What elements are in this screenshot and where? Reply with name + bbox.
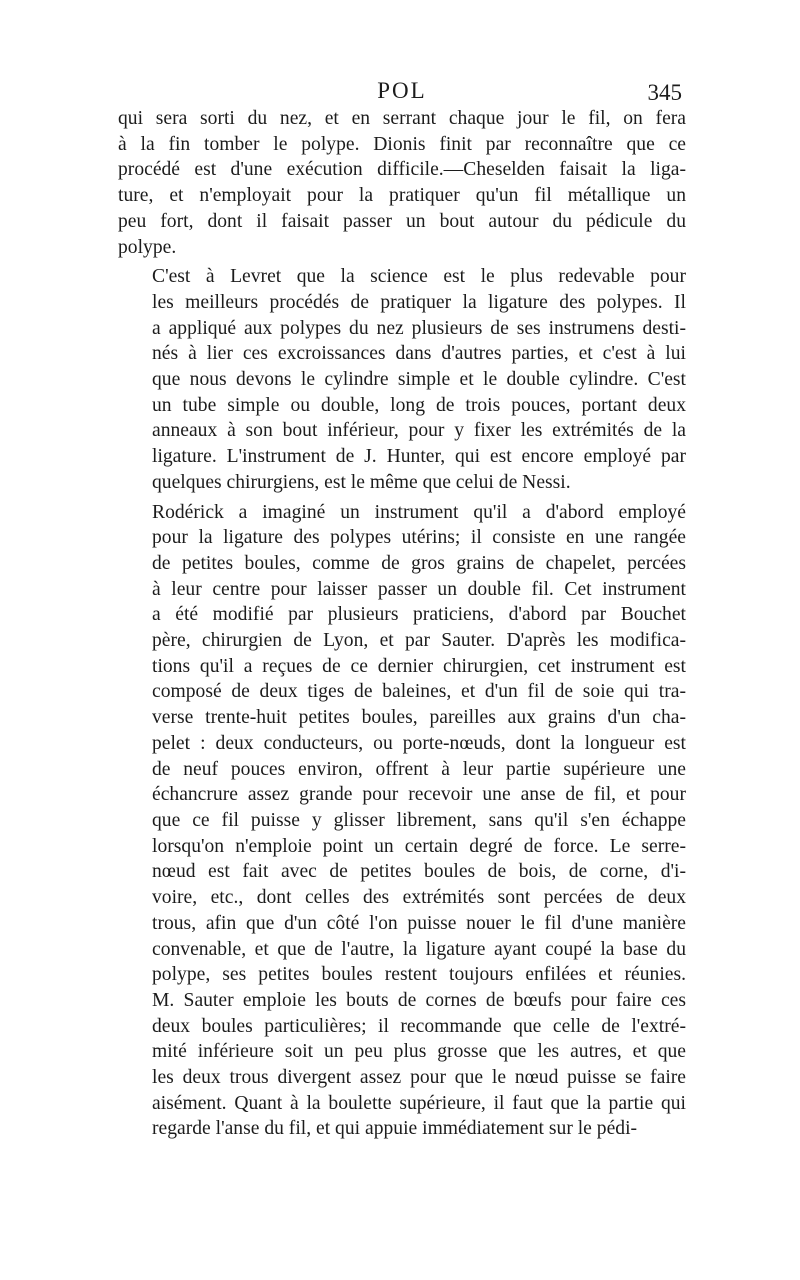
text-line: échancrure assez grande pour recevoir une anse de fil, et pour: [152, 784, 686, 806]
text-line: mité inférieure soit un peu plus grosse que les autres, et que: [152, 1041, 686, 1063]
text-line: nœud est fait avec de petites boules de bois, de corne, d'i-: [152, 861, 686, 883]
text-line: lorsqu'on n'emploie point un certain degré de force. Le serre-: [152, 835, 686, 857]
running-head: POL: [377, 78, 427, 103]
text-line: père, chirurgien de Lyon, et par Sauter. D'après les modifica-: [152, 630, 686, 652]
text-line: a appliqué aux polypes du nez plusieurs de ses instrumens desti-: [152, 317, 686, 339]
text-line: M. Sauter emploie les bouts de cornes de bœufs pour faire ces: [152, 989, 686, 1011]
text-line: polype.: [118, 236, 177, 258]
text-line: tions qu'il a reçues de ce dernier chirurgien, cet instrument est: [152, 655, 686, 677]
text-line: verse trente-huit petites boules, pareilles aux grains d'un cha-: [152, 707, 686, 729]
text-line: a été modifié par plusieurs praticiens, d'abord par Bouchet: [152, 604, 686, 626]
text-line: polype, ses petites boules restent toujours enfilées et réunies.: [152, 964, 686, 986]
text-line: regarde l'anse du fil, et qui appuie immédiatement sur le pédi-: [152, 1118, 638, 1140]
text-line: pelet : deux conducteurs, ou porte-nœuds, dont la longueur est: [152, 732, 686, 754]
text-line: C'est à Levret que la science est le plus redevable pour: [152, 266, 686, 288]
text-line: deux boules particulières; il recommande que celle de l'extré-: [152, 1015, 686, 1037]
paragraph: [118, 264, 686, 495]
text-line: Rodérick a imaginé un instrument qu'il a d'abord employé: [152, 501, 686, 523]
text-line: voire, etc., dont celles des extrémités sont percées de deux: [152, 887, 686, 909]
page-header: [118, 78, 686, 108]
text-line: trous, afin que d'un côté l'on puisse nouer le fil d'une manière: [152, 912, 686, 934]
text-line: que ce fil puisse y glisser librement, sans qu'il s'en échappe: [152, 809, 686, 831]
text-line: les meilleurs procédés de pratiquer la ligature des polypes. Il: [152, 291, 686, 313]
text-line: aisément. Quant à la boulette supérieure, il faut que la partie qui: [152, 1092, 686, 1114]
text-line: de neuf pouces environ, offrent à leur partie supérieure une: [152, 758, 686, 780]
text-line: pour la ligature des polypes utérins; il consiste en une rangée: [152, 527, 686, 549]
paragraph: [118, 500, 686, 1143]
text-line: de petites boules, comme de gros grains de chapelet, percées: [152, 552, 686, 574]
text-line: convenable, et que de l'autre, la ligature ayant coupé la base du: [152, 938, 686, 960]
text-line: les deux trous divergent assez pour que le nœud puisse se faire: [152, 1067, 686, 1089]
text-line: ligature. L'instrument de J. Hunter, qui est encore employé par: [152, 446, 686, 468]
text-line: que nous devons le cylindre simple et le double cylindre. C'est: [152, 369, 686, 391]
text-line: nés à lier ces excroissances dans d'autres parties, et c'est à lui: [152, 343, 686, 365]
body-text: [118, 106, 686, 1142]
text-line: qui sera sorti du nez, et en serrant chaque jour le fil, on fera: [118, 108, 686, 129]
text-line: composé de deux tiges de baleines, et d'un fil de soie qui tra-: [152, 681, 686, 703]
text-line: à la fin tomber le polype. Dionis finit par reconnaître que ce: [118, 133, 686, 155]
text-line: quelques chirurgiens, est le même que celui de Nessi.: [152, 471, 571, 493]
text-line: ture, et n'employait pour la pratiquer qu'un fil métallique un: [118, 185, 686, 207]
text-line: à leur centre pour laisser passer un double fil. Cet instrument: [152, 578, 686, 600]
text-line: un tube simple ou double, long de trois pouces, portant deux: [152, 394, 686, 416]
paragraph: [118, 106, 686, 260]
text-line: anneaux à son bout inférieur, pour y fixer les extrémités de la: [152, 420, 686, 442]
text-line: peu fort, dont il faisait passer un bout autour du pédicule du: [118, 210, 686, 232]
text-line: procédé est d'une exécution difficile.—Cheselden faisait la liga-: [118, 159, 686, 181]
page-number: 345: [647, 80, 682, 105]
